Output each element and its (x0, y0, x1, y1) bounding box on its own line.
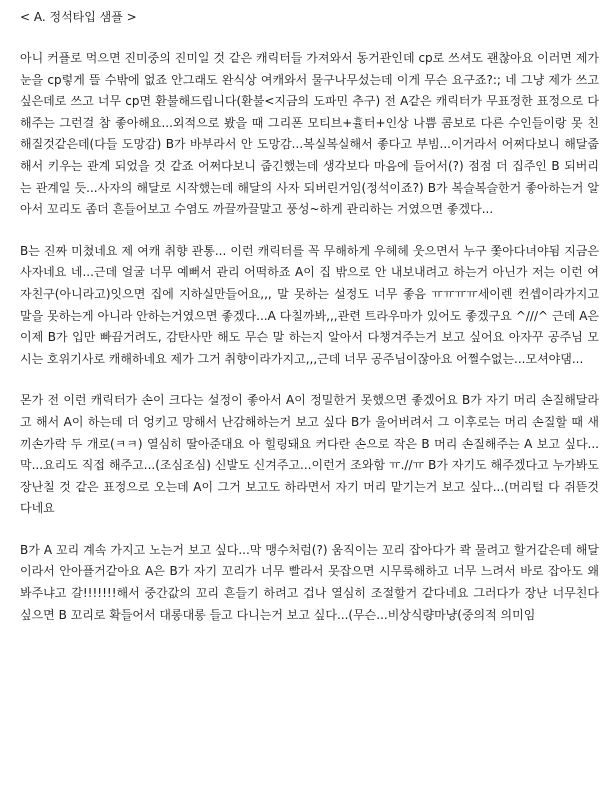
paragraph-2: B는 진짜 미쳤네요 제 여캐 취향 관통... 이런 캐릭터를 꼭 무해하게 우헤헤 웃으면서 누구 쫓아다녀야됨 지금은 사자네요 네...근데 얼굴 너무 예뻐서 관리 어떡하죠 A이 집 밖으로 안 내보내려고 하는거 아닌가 저는 이런 여자친구(아니라고)잇으면 집에 지하실만들어요,,, 말 못하는 설정도 너무 좋음 ㅠㅠㅠㅠ세이렌 컨셉이라가지고 말을 못하는게 아니라 안하는거였으면 좋겠다...A 다칠까봐,,,관련 트라우마가 있어도 좋겠구요 ^///^ 근데 A은 이제 B가 입만 빠끔거려도, 감탄사만 해도 무슨 말 하는지 알아서 다챙겨주는거 보고 싶어요 아자꾸 공주님 모시는 호위기사로 캐해하네요 제가 그거 취향이라가지고,,,근데 너무 공주님이잖아요 어쩔수없는...모셔야댐... (20, 243, 599, 366)
paragraph-4: B가 A 꼬리 계속 가지고 노는거 보고 싶다...막 맹수처럼(?) 움직이는 꼬리 잡아다가 콱 물려고 할거같은데 해달이라서 안아플거같아요 A은 B가 자기 꼬리가 너무 빨라서 못잡으면 시무룩해하고 너무 느려서 바로 잡아도 왜 봐주냐고 갈!!!!!!!해서 중간값의 꼬리 흔들기 하려고 겁나 열심히 조절할거 같다네요 그러다가 장난 너무친다 싶으면 B 꼬리로 확들어서 대롱대롱 들고 다니는거 보고 싶다...(무슨...비상식량마냥(중의적 의미임 (20, 542, 599, 622)
paragraph-1: 아니 커플로 먹으면 진미중의 진미일 것 같은 캐릭터들 가져와서 동거관인데 cp로 쓰셔도 괜찮아요 이러면 제가 눈을 cp렇게 뜰 수밖에 없죠 안그래도 완식상 여캐와서 물구나무섰는데 이게 무슨 요구죠?:; 네 그냥 제가 쓰고싶은데로 쓰고 너무 cp면 환불해드립니다(환불<지금의 도파민 추구) 전 A같은 캐릭터가 무표정한 표정으로 다해주는 그런걸 참 좋아해요...외적으로 봤을 때 그리폰 모티브+휼터+인상 나쁨 콤보로 다른 수인들이랑 못 친해질것같은데(다들 도망감) B가 바부라서 안 도망감...복실복실해서 좋다고 부빔...이거라서 어쩌다보니 해달줍해서 키우는 관계 되었을 것 같죠 어쩌다보니 줍긴했는데 생각보다 마음에 들어서(?) 점점 더 집주인 B 되버리는 관계일 듯...사자의 해달로 시작했는데 해달의 사자 되버린거임(정석이죠?) B가 복슬복슬한거 좋아하는거 알아서 꼬리도 좀더 흔들어보고 수염도 까끌까끌말고 풍성~하게 관리하는 거였으면 좋겠다... (20, 51, 599, 217)
paragraph-3: 몬가 전 이런 캐릭터가 손이 크다는 설정이 좋아서 A이 정밀한거 못했으면 좋겠어요 B가 자기 머리 손질해달라고 해서 A이 하는데 더 엉키고 망해서 난감해하는거 보고 싶다 B가 울어버려서 그 이후로는 머리 손질할 때 새끼손가락 두 개로(ㅋㅋ) 열심히 딸아준대요 아 힐링돼요 커다란 손으로 작은 B 머리 손질해주는 A 보고 싶다... 막...요리도 직접 해주고...(조심조심) 신발도 신겨주고...이런거 조와함 ㅠ.//ㅠ B가 자기도 해주겠다고 누가봐도 장난칠 것 같은 표정으로 오는데 A이 그거 보고도 하라면서 자기 머리 맡기는거 보고 싶다...(머리털 다 쥐뜯것다네요 (20, 393, 599, 516)
document-title: < A. 정석타입 샘플 > (20, 10, 137, 24)
